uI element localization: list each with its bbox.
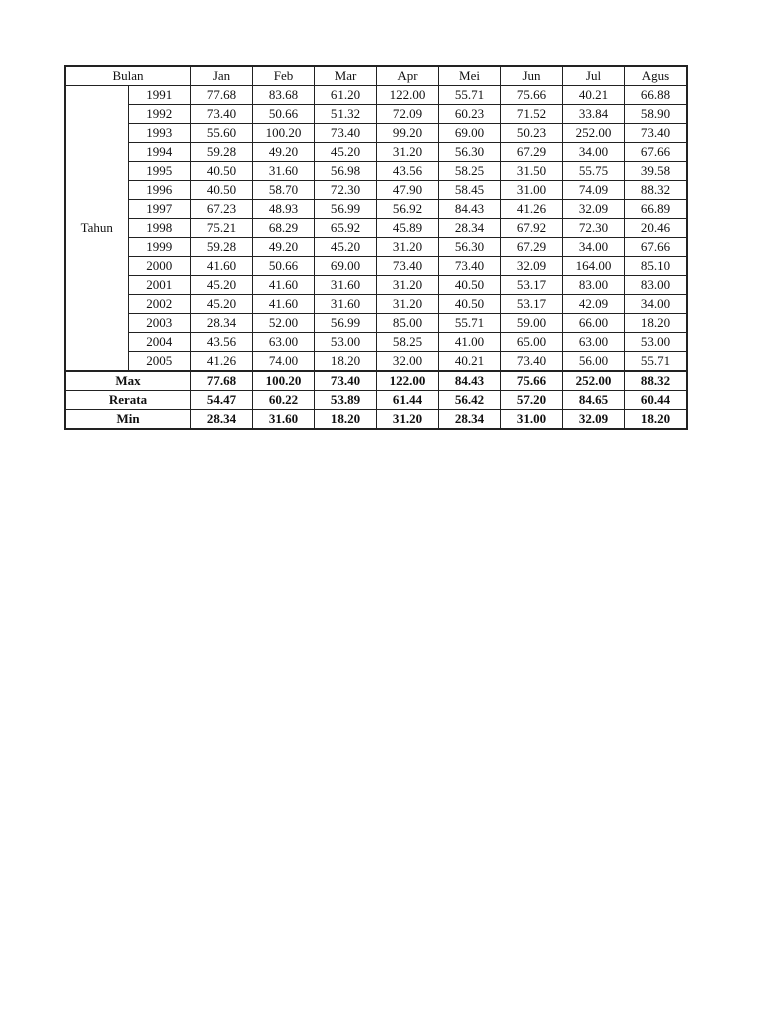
value-cell: 59.00 [501,314,563,333]
table-row [65,143,687,162]
value-cell: 71.52 [501,105,563,124]
summary-value: 60.44 [625,391,688,410]
summary-label: Max [65,371,191,391]
value-cell: 72.30 [563,219,625,238]
year-cell: 1993 [128,124,191,143]
value-cell: 32.09 [563,200,625,219]
table-row [65,162,687,181]
value-cell: 61.20 [315,86,377,105]
table-row [65,181,687,200]
table-row [65,200,687,219]
value-cell: 56.98 [315,162,377,181]
value-cell: 49.20 [253,238,315,257]
summary-value: 31.20 [377,410,439,430]
summary-value: 84.65 [563,391,625,410]
summary-value: 100.20 [253,371,315,391]
value-cell: 77.68 [191,86,253,105]
value-cell: 34.00 [563,143,625,162]
value-cell: 31.20 [377,295,439,314]
value-cell: 47.90 [377,181,439,200]
value-cell: 55.71 [439,86,501,105]
summary-value: 61.44 [377,391,439,410]
summary-label: Min [65,410,191,430]
table-body [65,66,687,429]
value-cell: 58.45 [439,181,501,200]
summary-value: 18.20 [315,410,377,430]
value-cell: 33.84 [563,105,625,124]
value-cell: 74.09 [563,181,625,200]
summary-value: 252.00 [563,371,625,391]
value-cell: 73.40 [315,124,377,143]
value-cell: 66.89 [625,200,688,219]
value-cell: 45.20 [315,238,377,257]
year-cell: 2002 [128,295,191,314]
summary-value: 31.00 [501,410,563,430]
table-row [65,352,687,372]
year-cell: 1999 [128,238,191,257]
value-cell: 56.30 [439,143,501,162]
summary-label: Rerata [65,391,191,410]
value-cell: 69.00 [439,124,501,143]
year-cell: 1991 [128,86,191,105]
value-cell: 100.20 [253,124,315,143]
summary-value: 75.66 [501,371,563,391]
summary-value: 77.68 [191,371,253,391]
value-cell: 73.40 [377,257,439,276]
value-cell: 69.00 [315,257,377,276]
value-cell: 31.20 [377,143,439,162]
summary-value: 28.34 [191,410,253,430]
value-cell: 50.66 [253,105,315,124]
value-cell: 58.25 [377,333,439,352]
value-cell: 67.23 [191,200,253,219]
value-cell: 34.00 [563,238,625,257]
value-cell: 45.89 [377,219,439,238]
value-cell: 72.30 [315,181,377,200]
value-cell: 43.56 [191,333,253,352]
year-cell: 2005 [128,352,191,372]
summary-value: 28.34 [439,410,501,430]
value-cell: 41.60 [191,257,253,276]
year-cell: 1998 [128,219,191,238]
year-cell: 2000 [128,257,191,276]
value-cell: 63.00 [563,333,625,352]
value-cell: 75.66 [501,86,563,105]
value-cell: 67.92 [501,219,563,238]
table-row [65,238,687,257]
tahun-label: Tahun [65,86,128,372]
value-cell: 51.32 [315,105,377,124]
value-cell: 65.92 [315,219,377,238]
value-cell: 58.70 [253,181,315,200]
value-cell: 50.66 [253,257,315,276]
column-header: Jan [191,66,253,86]
value-cell: 40.21 [563,86,625,105]
value-cell: 41.60 [253,276,315,295]
value-cell: 31.60 [253,162,315,181]
value-cell: 58.90 [625,105,688,124]
value-cell: 34.00 [625,295,688,314]
value-cell: 40.50 [439,276,501,295]
value-cell: 32.00 [377,352,439,372]
year-cell: 1996 [128,181,191,200]
value-cell: 43.56 [377,162,439,181]
value-cell: 74.00 [253,352,315,372]
header-row [65,66,687,86]
value-cell: 58.25 [439,162,501,181]
summary-value: 53.89 [315,391,377,410]
value-cell: 45.20 [315,143,377,162]
value-cell: 67.29 [501,238,563,257]
value-cell: 67.29 [501,143,563,162]
value-cell: 18.20 [315,352,377,372]
value-cell: 18.20 [625,314,688,333]
value-cell: 73.40 [625,124,688,143]
value-cell: 40.50 [191,181,253,200]
value-cell: 53.17 [501,295,563,314]
value-cell: 31.20 [377,276,439,295]
summary-value: 57.20 [501,391,563,410]
summary-value: 88.32 [625,371,688,391]
year-cell: 2001 [128,276,191,295]
value-cell: 83.00 [563,276,625,295]
value-cell: 20.46 [625,219,688,238]
table-row [65,105,687,124]
value-cell: 53.00 [625,333,688,352]
year-cell: 2003 [128,314,191,333]
column-header: Agus [625,66,688,86]
value-cell: 83.00 [625,276,688,295]
value-cell: 40.50 [191,162,253,181]
year-cell: 1995 [128,162,191,181]
value-cell: 84.43 [439,200,501,219]
value-cell: 40.50 [439,295,501,314]
value-cell: 31.00 [501,181,563,200]
summary-value: 54.47 [191,391,253,410]
table-row [65,314,687,333]
year-cell: 2004 [128,333,191,352]
column-header: Mei [439,66,501,86]
value-cell: 72.09 [377,105,439,124]
table-row [65,257,687,276]
value-cell: 41.60 [253,295,315,314]
rainfall-table [64,65,688,430]
value-cell: 41.26 [501,200,563,219]
summary-row [65,410,687,430]
value-cell: 65.00 [501,333,563,352]
value-cell: 73.40 [501,352,563,372]
value-cell: 32.09 [501,257,563,276]
value-cell: 67.66 [625,238,688,257]
summary-value: 56.42 [439,391,501,410]
value-cell: 41.26 [191,352,253,372]
value-cell: 83.68 [253,86,315,105]
column-header: Jul [563,66,625,86]
value-cell: 39.58 [625,162,688,181]
value-cell: 73.40 [439,257,501,276]
summary-value: 31.60 [253,410,315,430]
column-header: Mar [315,66,377,86]
year-cell: 1994 [128,143,191,162]
column-header: Feb [253,66,315,86]
header-bulan: Bulan [65,66,191,86]
value-cell: 52.00 [253,314,315,333]
table-row [65,124,687,143]
year-cell: 1992 [128,105,191,124]
value-cell: 53.17 [501,276,563,295]
value-cell: 41.00 [439,333,501,352]
value-cell: 45.20 [191,276,253,295]
value-cell: 31.60 [315,295,377,314]
summary-value: 32.09 [563,410,625,430]
value-cell: 85.00 [377,314,439,333]
summary-value: 18.20 [625,410,688,430]
value-cell: 31.50 [501,162,563,181]
value-cell: 31.20 [377,238,439,257]
value-cell: 63.00 [253,333,315,352]
table-row [65,333,687,352]
value-cell: 88.32 [625,181,688,200]
value-cell: 49.20 [253,143,315,162]
table-row [65,86,687,105]
value-cell: 252.00 [563,124,625,143]
summary-value: 84.43 [439,371,501,391]
summary-value: 122.00 [377,371,439,391]
value-cell: 56.99 [315,200,377,219]
value-cell: 73.40 [191,105,253,124]
value-cell: 122.00 [377,86,439,105]
value-cell: 164.00 [563,257,625,276]
value-cell: 28.34 [439,219,501,238]
value-cell: 60.23 [439,105,501,124]
value-cell: 48.93 [253,200,315,219]
value-cell: 55.60 [191,124,253,143]
value-cell: 28.34 [191,314,253,333]
value-cell: 55.75 [563,162,625,181]
value-cell: 45.20 [191,295,253,314]
value-cell: 67.66 [625,143,688,162]
value-cell: 50.23 [501,124,563,143]
value-cell: 99.20 [377,124,439,143]
table-row [65,219,687,238]
value-cell: 56.92 [377,200,439,219]
value-cell: 56.30 [439,238,501,257]
value-cell: 56.00 [563,352,625,372]
summary-row [65,371,687,391]
value-cell: 55.71 [625,352,688,372]
value-cell: 66.00 [563,314,625,333]
column-header: Jun [501,66,563,86]
summary-value: 60.22 [253,391,315,410]
value-cell: 40.21 [439,352,501,372]
value-cell: 56.99 [315,314,377,333]
value-cell: 66.88 [625,86,688,105]
value-cell: 53.00 [315,333,377,352]
table-row [65,276,687,295]
summary-value: 73.40 [315,371,377,391]
value-cell: 55.71 [439,314,501,333]
value-cell: 31.60 [315,276,377,295]
column-header: Apr [377,66,439,86]
summary-row [65,391,687,410]
year-cell: 1997 [128,200,191,219]
value-cell: 85.10 [625,257,688,276]
table-row [65,295,687,314]
value-cell: 68.29 [253,219,315,238]
value-cell: 59.28 [191,143,253,162]
value-cell: 75.21 [191,219,253,238]
value-cell: 42.09 [563,295,625,314]
value-cell: 59.28 [191,238,253,257]
